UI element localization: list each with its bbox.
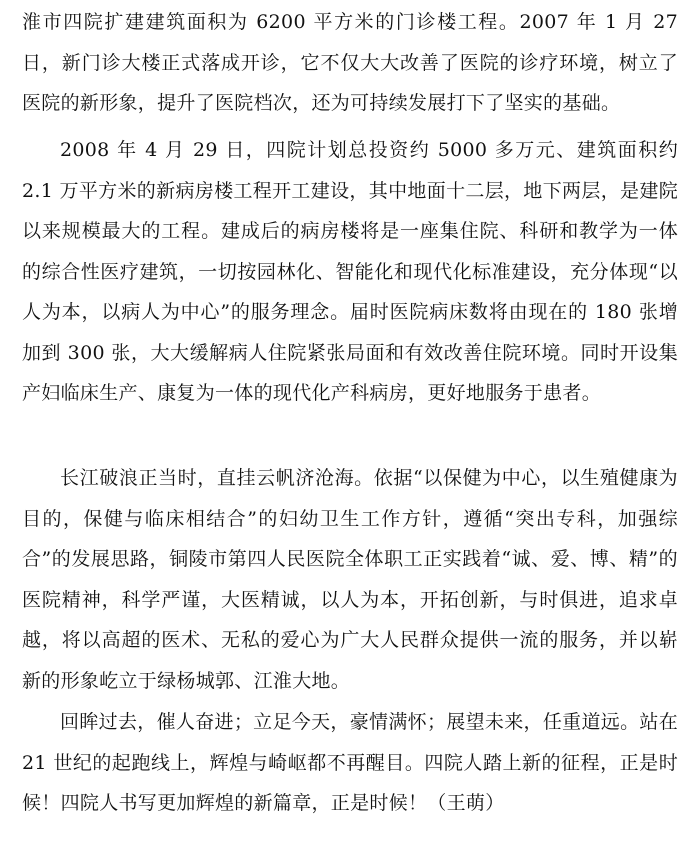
paragraph-outpatient-building: 淮市四院扩建建筑面积为 6200 平方米的门诊楼工程。2007 年 1 月 27 日，新门诊大楼正式落成开诊，它不仅大大改善了医院的诊疗环境，树立了医院的新形象，提升了医院档次，还为可持续发展打下了坚实的基础。: [22, 11, 678, 114]
paragraph-inpatient-building: 2008 年 4 月 29 日，四院计划总投资约 5000 多万元、建筑面积约 2.1 万平方米的新病房楼工程开工建设，其中地面十二层，地下两层，是建院以来规模最大的工程。建成后的病房楼将是一座集住院、科研和教学为一体的综合性医疗建筑，一切按园林化、智能化和现代化标准建设，充分体现“以人为本，以病人为中心”的服务理念。届时医院病床数将由现在的 180 张增加到 300 张，大大缓解病人住院紧张局面和有效改善住院环境。同时开设集产妇临床生产、康复为一体的现代化产科病房，更好地服务于患者。: [22, 139, 678, 404]
paragraph-hospital-spirit: 长江破浪正当时，直挂云帆济沧海。依据“以保健为中心，以生殖健康为目的，保健与临床相结合”的妇幼卫生工作方针，遵循“突出专科，加强综合”的发展思路，铜陵市第四人民医院全体职工正实践着“诚、爱、博、精”的医院精神，科学严谨，大医精诚，以人为本，开拓创新，与时俱进，追求卓越，将以高超的医术、无私的爱心为广大人民群众提供一流的服务，并以崭新的形象屹立于绿杨城郭、江淮大地。: [22, 467, 678, 692]
paragraph-conclusion: 回眸过去，催人奋进；立足今天，豪情满怀；展望未来，任重道远。站在 21 世纪的起跑线上，辉煌与崎岖都不再醒目。四院人踏上新的征程，正是时候！四院人书写更加辉煌的新篇章，正是时候！（王萌）: [22, 711, 678, 814]
